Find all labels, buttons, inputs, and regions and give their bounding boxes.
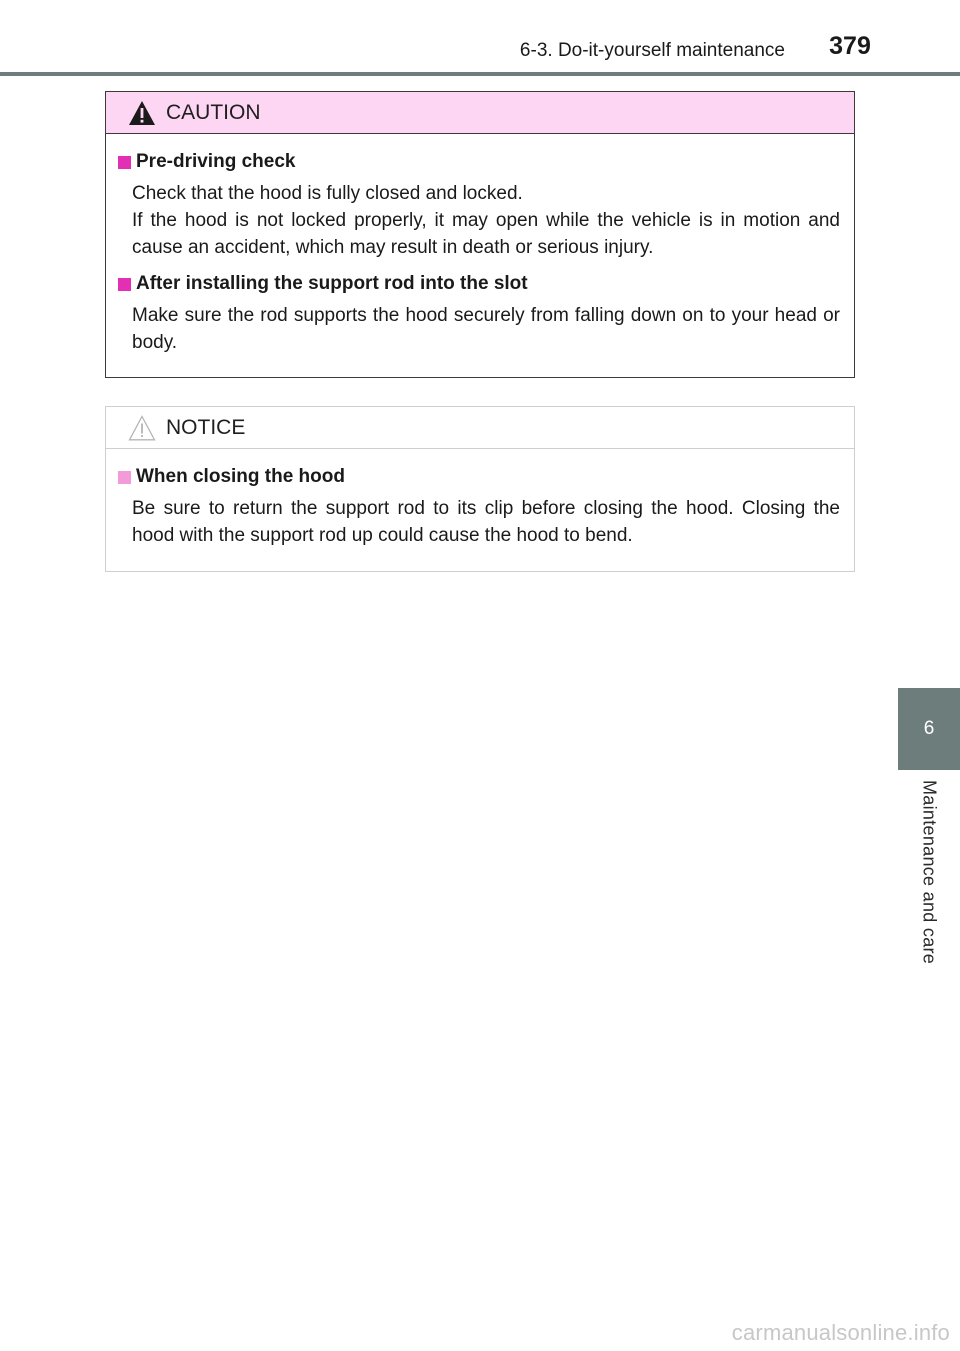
notice-triangle-icon: [128, 415, 156, 441]
page-number: 379: [829, 32, 871, 60]
section-title: 6-3. Do-it-yourself maintenance: [519, 40, 785, 61]
caution-body: [106, 134, 854, 356]
notice-body: [106, 449, 854, 549]
header-divider: [0, 72, 960, 76]
caution-item-text: [132, 302, 840, 356]
caution-heading: CAUTION: [166, 100, 261, 124]
caution-item-support-rod: [118, 272, 840, 356]
square-bullet-icon: [118, 471, 131, 484]
warning-triangle-icon: [128, 100, 156, 126]
square-bullet-icon: [118, 156, 131, 169]
notice-item-closing-hood: [118, 465, 840, 549]
caution-paragraph: Check that the hood is fully closed and locked.: [132, 183, 523, 204]
watermark: carmanualsonline.info: [731, 1320, 950, 1345]
chapter-label: Maintenance and care: [919, 780, 940, 965]
caution-paragraph: If the hood is not locked properly, it may open while the vehicle is in motion and cause an accident, which may result in death or serious injury.: [132, 210, 840, 258]
caution-item-title: After installing the support rod into the slot: [118, 272, 840, 296]
caution-item-pre-driving: [118, 150, 840, 261]
caution-box: [105, 91, 855, 378]
notice-paragraph: Be sure to return the support rod to its clip before closing the hood. Closing the hood with the support rod up could cause the hood to bend.: [132, 498, 840, 546]
notice-header: [106, 407, 854, 449]
square-bullet-icon: [118, 278, 131, 291]
caution-item-text: [132, 180, 840, 261]
caution-header: [106, 92, 854, 134]
notice-box: [105, 406, 855, 572]
notice-heading: NOTICE: [166, 415, 246, 439]
caution-item-title: Pre-driving check: [118, 150, 840, 174]
chapter-number: 6: [923, 718, 935, 739]
notice-item-title: When closing the hood: [118, 465, 840, 489]
chapter-tab: [898, 688, 960, 770]
chapter-label-container: [898, 780, 960, 1000]
notice-item-text: [132, 495, 840, 549]
caution-paragraph: Make sure the rod supports the hood securely from falling down on to your head or body.: [132, 305, 840, 353]
